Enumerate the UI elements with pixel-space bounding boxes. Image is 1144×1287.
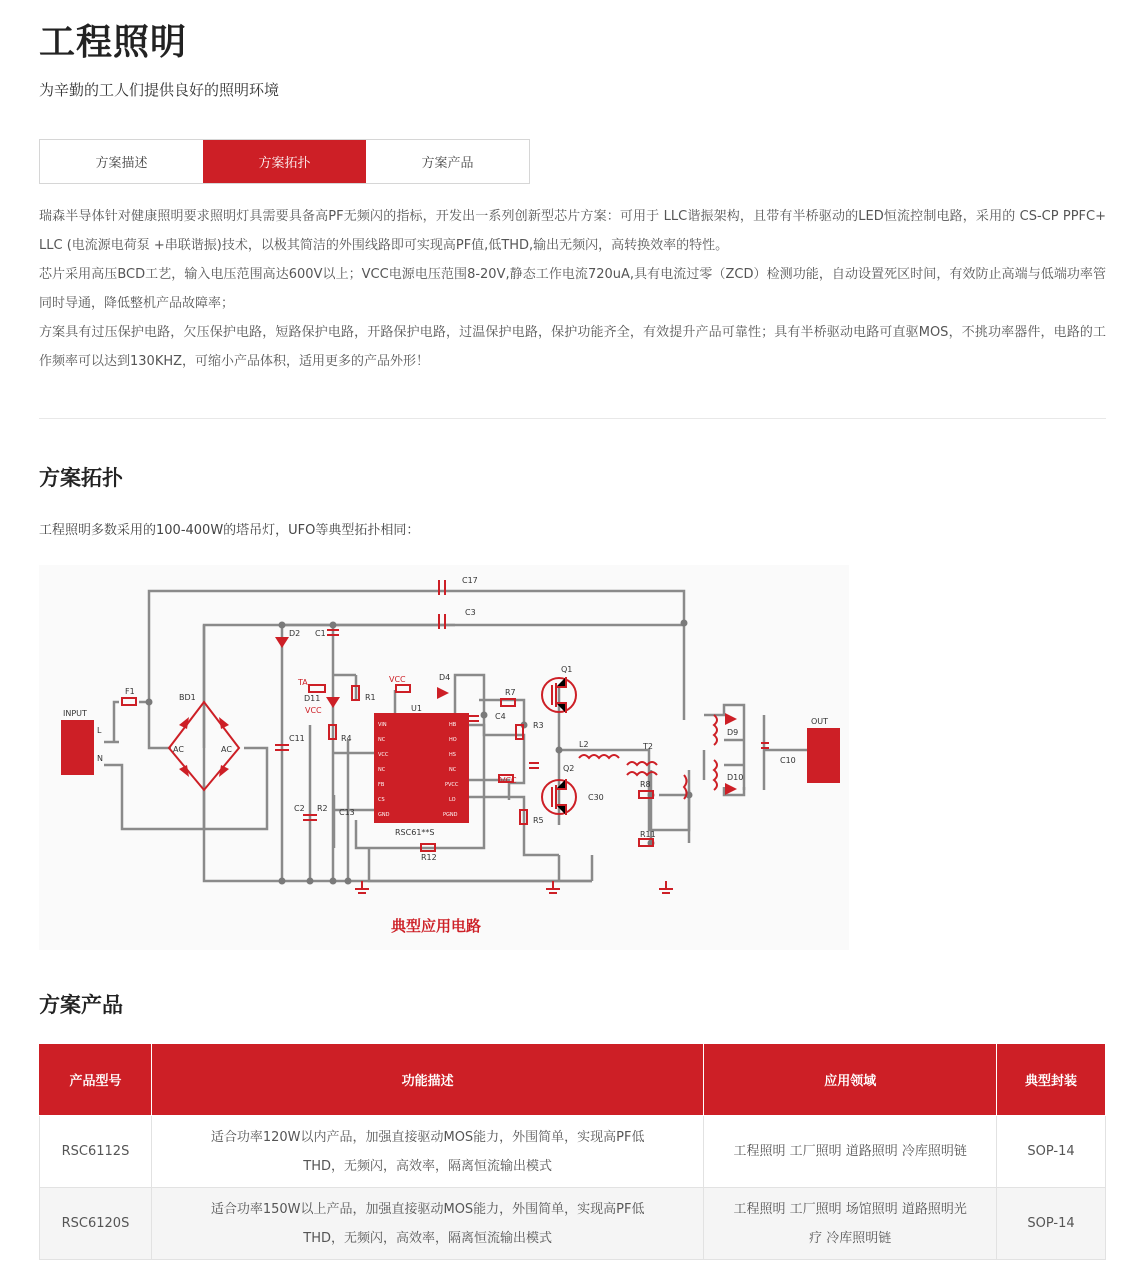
ground-symbols: [355, 881, 673, 893]
svg-text:Q1: Q1: [561, 665, 573, 674]
product-field: 工程照明 工厂照明 道路照明 冷库照明链: [704, 1116, 997, 1188]
product-description: 适合功率150W以上产品，加强直接驱动MOS能力，外围简单，实现高PF低THD，无频闪，高效率，隔离恒流输出模式: [151, 1188, 703, 1260]
svg-text:L2: L2: [579, 740, 589, 749]
svg-text:R4: R4: [341, 734, 352, 743]
svg-text:R8: R8: [640, 780, 651, 789]
svg-text:VIN: VIN: [378, 722, 387, 728]
products-heading: 方案产品: [39, 993, 123, 1017]
svg-text:C2: C2: [294, 804, 305, 813]
svg-text:D10: D10: [727, 773, 744, 782]
description-text: [39, 202, 1106, 376]
svg-text:AC: AC: [221, 745, 232, 754]
svg-text:RSC61**S: RSC61**S: [395, 828, 435, 837]
product-model: RSC6120S: [40, 1188, 152, 1260]
svg-text:F1: F1: [125, 687, 135, 696]
svg-text:R1: R1: [365, 693, 376, 702]
svg-text:N: N: [97, 754, 103, 763]
svg-text:NC: NC: [449, 767, 457, 773]
svg-text:BD1: BD1: [179, 693, 196, 702]
column-header-model: 产品型号: [40, 1044, 152, 1116]
svg-text:VCC: VCC: [378, 752, 389, 758]
circuit-svg: [39, 565, 849, 950]
svg-text:HS: HS: [449, 752, 456, 758]
svg-text:CS: CS: [378, 797, 385, 803]
product-description: 适合功率120W以内产品，加强直接驱动MOS能力，外围简单，实现高PF低THD，无频闪，高效率，隔离恒流输出模式: [151, 1116, 703, 1188]
tab-bar: [39, 139, 530, 184]
svg-text:HO: HO: [449, 737, 457, 743]
page-title: 工程照明: [39, 22, 188, 63]
column-header-description: 功能描述: [151, 1044, 703, 1116]
svg-text:C1: C1: [315, 629, 326, 638]
svg-text:C17: C17: [462, 576, 478, 585]
svg-text:U1: U1: [411, 704, 422, 713]
svg-text:VCC: VCC: [500, 776, 517, 785]
table-row: [40, 1188, 1106, 1260]
svg-text:C13: C13: [339, 808, 355, 817]
svg-text:FB: FB: [378, 782, 385, 788]
svg-text:D11: D11: [304, 694, 321, 703]
table-row: [40, 1116, 1106, 1188]
topology-intro: 工程照明多数采用的100-400W的塔吊灯，UFO等典型拓扑相同：: [39, 523, 420, 538]
svg-text:TA: TA: [298, 678, 308, 687]
svg-text:NC: NC: [378, 737, 386, 743]
divider: [39, 418, 1106, 419]
tab-description[interactable]: 方案描述: [95, 156, 148, 171]
tab-products[interactable]: 方案产品: [421, 156, 474, 171]
svg-text:L: L: [97, 726, 102, 735]
svg-text:Q2: Q2: [563, 764, 575, 773]
diagram-caption: 典型应用电路: [391, 917, 482, 935]
svg-text:R7: R7: [505, 688, 516, 697]
svg-text:VCC: VCC: [389, 675, 406, 684]
svg-text:R2: R2: [317, 804, 328, 813]
svg-text:R11: R11: [640, 830, 656, 839]
product-field: 工程照明 工厂照明 场馆照明 道路照明光疗 冷库照明链: [704, 1188, 997, 1260]
svg-text:C11: C11: [289, 734, 305, 743]
table-header-row: [40, 1044, 1106, 1116]
product-model: RSC6112S: [40, 1116, 152, 1188]
svg-text:LO: LO: [449, 797, 456, 803]
svg-text:R5: R5: [533, 816, 544, 825]
svg-text:GND: GND: [378, 812, 390, 818]
topology-heading: 方案拓扑: [39, 466, 123, 490]
svg-text:C3: C3: [465, 608, 476, 617]
product-package: SOP-14: [997, 1188, 1106, 1260]
svg-text:D4: D4: [439, 673, 451, 682]
output-connector: [807, 728, 840, 783]
svg-text:INPUT: INPUT: [63, 709, 87, 718]
svg-text:D9: D9: [727, 728, 739, 737]
column-header-field: 应用领域: [704, 1044, 997, 1116]
column-header-package: 典型封装: [997, 1044, 1106, 1116]
product-package: SOP-14: [997, 1116, 1106, 1188]
svg-text:C10: C10: [780, 756, 796, 765]
description-paragraph: 方案具有过压保护电路，欠压保护电路，短路保护电路，开路保护电路，过温保护电路，保护功能齐全，有效提升产品可靠性；具有半桥驱动电路可直驱MOS，不挑功率器件，电路的工作频率可以达到130KHZ，可缩小产品体积，适用更多的产品外形！: [39, 325, 1106, 369]
input-connector: [61, 720, 94, 775]
svg-text:C4: C4: [495, 712, 506, 721]
svg-text:R12: R12: [421, 853, 437, 862]
diodes: [275, 637, 737, 795]
svg-text:PVCC: PVCC: [445, 782, 459, 788]
tab-topology[interactable]: 方案拓扑: [203, 140, 366, 183]
svg-text:R3: R3: [533, 721, 544, 730]
description-paragraph: 瑞森半导体针对健康照明要求照明灯具需要具备高PF无频闪的指标，开发出一系列创新型芯片方案：可用于 LLC谐振架构，且带有半桥驱动的LED恒流控制电路，采用的 CS-CP PPFC+ LLC (电流源电荷泵 +串联谐振)技术，以极其简洁的外围线路即可实现高PF值,低THD,输出无频闪，高转换效率的特性。: [39, 209, 1106, 253]
products-table: [39, 1043, 1106, 1260]
svg-text:VCC: VCC: [305, 706, 322, 715]
svg-text:PGND: PGND: [443, 812, 458, 818]
svg-text:D2: D2: [289, 629, 301, 638]
svg-text:NC: NC: [378, 767, 386, 773]
description-paragraph: 芯片采用高压BCD工艺，输入电压范围高达600V以上；VCC电源电压范围8-20V,静态工作电流720uA,具有电流过零（ZCD）检测功能，自动设置死区时间，有效防止高端与低端功率管同时导通，降低整机产品故障率；: [39, 267, 1106, 311]
svg-text:C30: C30: [588, 793, 604, 802]
page-subtitle: 为辛勤的工人们提供良好的照明环境: [39, 81, 280, 99]
svg-text:OUT: OUT: [811, 717, 829, 726]
circuit-diagram: [39, 565, 849, 950]
svg-text:HB: HB: [449, 722, 457, 728]
svg-text:AC: AC: [173, 745, 184, 754]
svg-text:T2: T2: [643, 742, 653, 751]
